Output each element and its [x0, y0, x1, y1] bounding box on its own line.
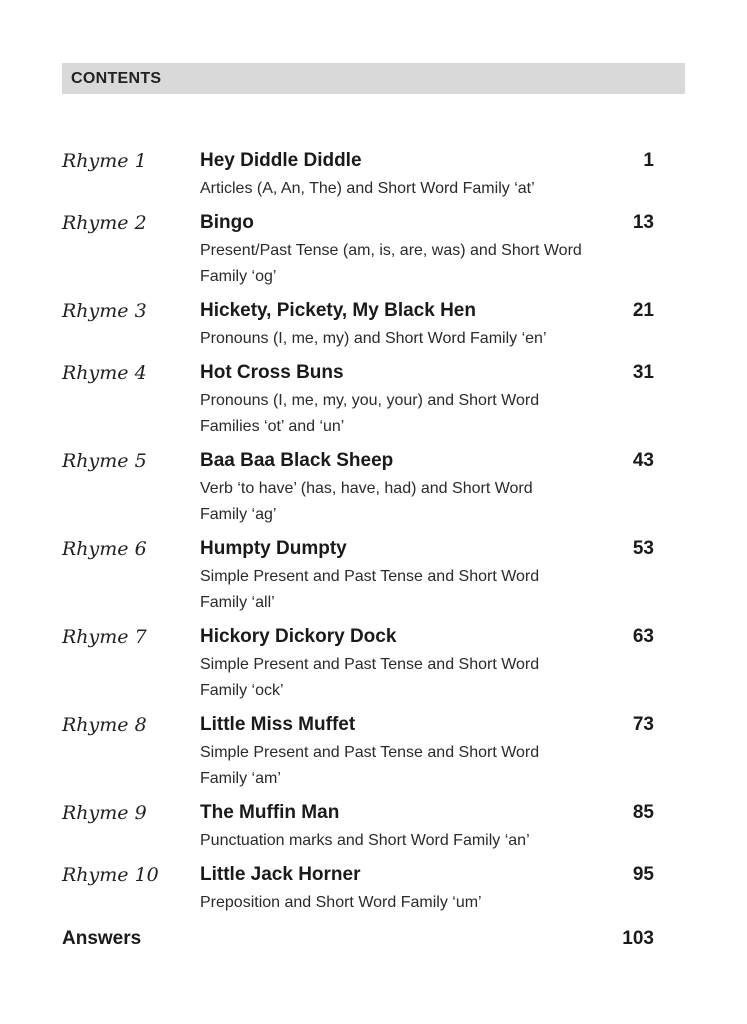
- entry-title: Hickory Dickory Dock: [200, 626, 397, 647]
- contents-header-band: [62, 63, 685, 94]
- toc-entry-rhyme-2[interactable]: [62, 208, 654, 296]
- table-of-contents: [62, 146, 654, 954]
- toc-entry-rhyme-5[interactable]: [62, 446, 654, 534]
- rhyme-label: Rhyme 7: [62, 626, 147, 648]
- toc-entry-rhyme-10[interactable]: [62, 860, 654, 922]
- entry-body: [200, 446, 654, 528]
- entry-body: [200, 710, 654, 792]
- rhyme-label: Rhyme 4: [62, 362, 147, 384]
- toc-entry-rhyme-3[interactable]: [62, 296, 654, 358]
- entry-body: [200, 296, 654, 352]
- rhyme-label: Rhyme 6: [62, 538, 147, 560]
- entry-body: [200, 358, 654, 440]
- rhyme-label: Rhyme 3: [62, 300, 147, 322]
- entry-title: Bingo: [200, 212, 254, 233]
- toc-entry-rhyme-7[interactable]: [62, 622, 654, 710]
- rhyme-label: Rhyme 1: [62, 150, 147, 172]
- entry-page-number: 73: [632, 714, 654, 735]
- entry-description: Preposition and Short Word Family ‘um’: [200, 894, 482, 911]
- entry-body: [200, 534, 654, 616]
- toc-entry-rhyme-8[interactable]: [62, 710, 654, 798]
- toc-entry-rhyme-4[interactable]: [62, 358, 654, 446]
- entry-page-number: 13: [632, 212, 654, 233]
- entry-body: [200, 146, 654, 202]
- entry-description: Articles (A, An, The) and Short Word Family ‘at’: [200, 180, 535, 197]
- entry-page-number: 95: [632, 864, 654, 885]
- toc-entry-rhyme-9[interactable]: [62, 798, 654, 860]
- entry-body: [200, 208, 654, 290]
- rhyme-label: Rhyme 8: [62, 714, 147, 736]
- entry-description: Pronouns (I, me, my) and Short Word Family ‘en’: [200, 330, 547, 347]
- entry-page-number: 21: [632, 300, 654, 321]
- entry-description: Pronouns (I, me, my, you, your) and Short Word Families ‘ot’ and ‘un’: [200, 392, 540, 435]
- entry-title: Baa Baa Black Sheep: [200, 450, 394, 471]
- entry-title: Hey Diddle Diddle: [200, 150, 362, 171]
- rhyme-label: Rhyme 2: [62, 212, 147, 234]
- entry-page-number: 63: [632, 626, 654, 647]
- rhyme-label: Rhyme 10: [62, 864, 159, 886]
- entry-page-number: 85: [632, 802, 654, 823]
- entry-description: Verb ‘to have’ (has, have, had) and Short Word Family ‘ag’: [200, 480, 533, 523]
- entry-page-number: 53: [632, 538, 654, 559]
- entry-description: Punctuation marks and Short Word Family ‘an’: [200, 832, 530, 849]
- entry-page-number: 31: [632, 362, 654, 383]
- toc-entry-answers[interactable]: [62, 924, 654, 954]
- entry-title: Little Miss Muffet: [200, 714, 356, 735]
- entry-body: [200, 860, 654, 916]
- answers-page-number: 103: [622, 928, 654, 949]
- rhyme-label: Rhyme 9: [62, 802, 147, 824]
- entry-page-number: 43: [632, 450, 654, 471]
- entry-page-number: 1: [643, 150, 654, 171]
- entry-title: Hickety, Pickety, My Black Hen: [200, 300, 476, 321]
- entry-description: Simple Present and Past Tense and Short Word Family ‘ock’: [200, 656, 540, 699]
- answers-label: Answers: [62, 928, 142, 949]
- toc-entry-rhyme-1[interactable]: [62, 146, 654, 208]
- entry-title: The Muffin Man: [200, 802, 340, 823]
- entry-title: Hot Cross Buns: [200, 362, 344, 383]
- entry-body: [200, 622, 654, 704]
- toc-entry-rhyme-6[interactable]: [62, 534, 654, 622]
- contents-heading: CONTENTS: [71, 70, 162, 87]
- entry-description: Simple Present and Past Tense and Short Word Family ‘am’: [200, 744, 540, 787]
- entry-title: Humpty Dumpty: [200, 538, 347, 559]
- entry-description: Present/Past Tense (am, is, are, was) and Short Word Family ‘og’: [200, 242, 582, 285]
- entry-body: [200, 798, 654, 854]
- rhyme-label: Rhyme 5: [62, 450, 147, 472]
- entry-title: Little Jack Horner: [200, 864, 361, 885]
- entry-description: Simple Present and Past Tense and Short Word Family ‘all’: [200, 568, 540, 611]
